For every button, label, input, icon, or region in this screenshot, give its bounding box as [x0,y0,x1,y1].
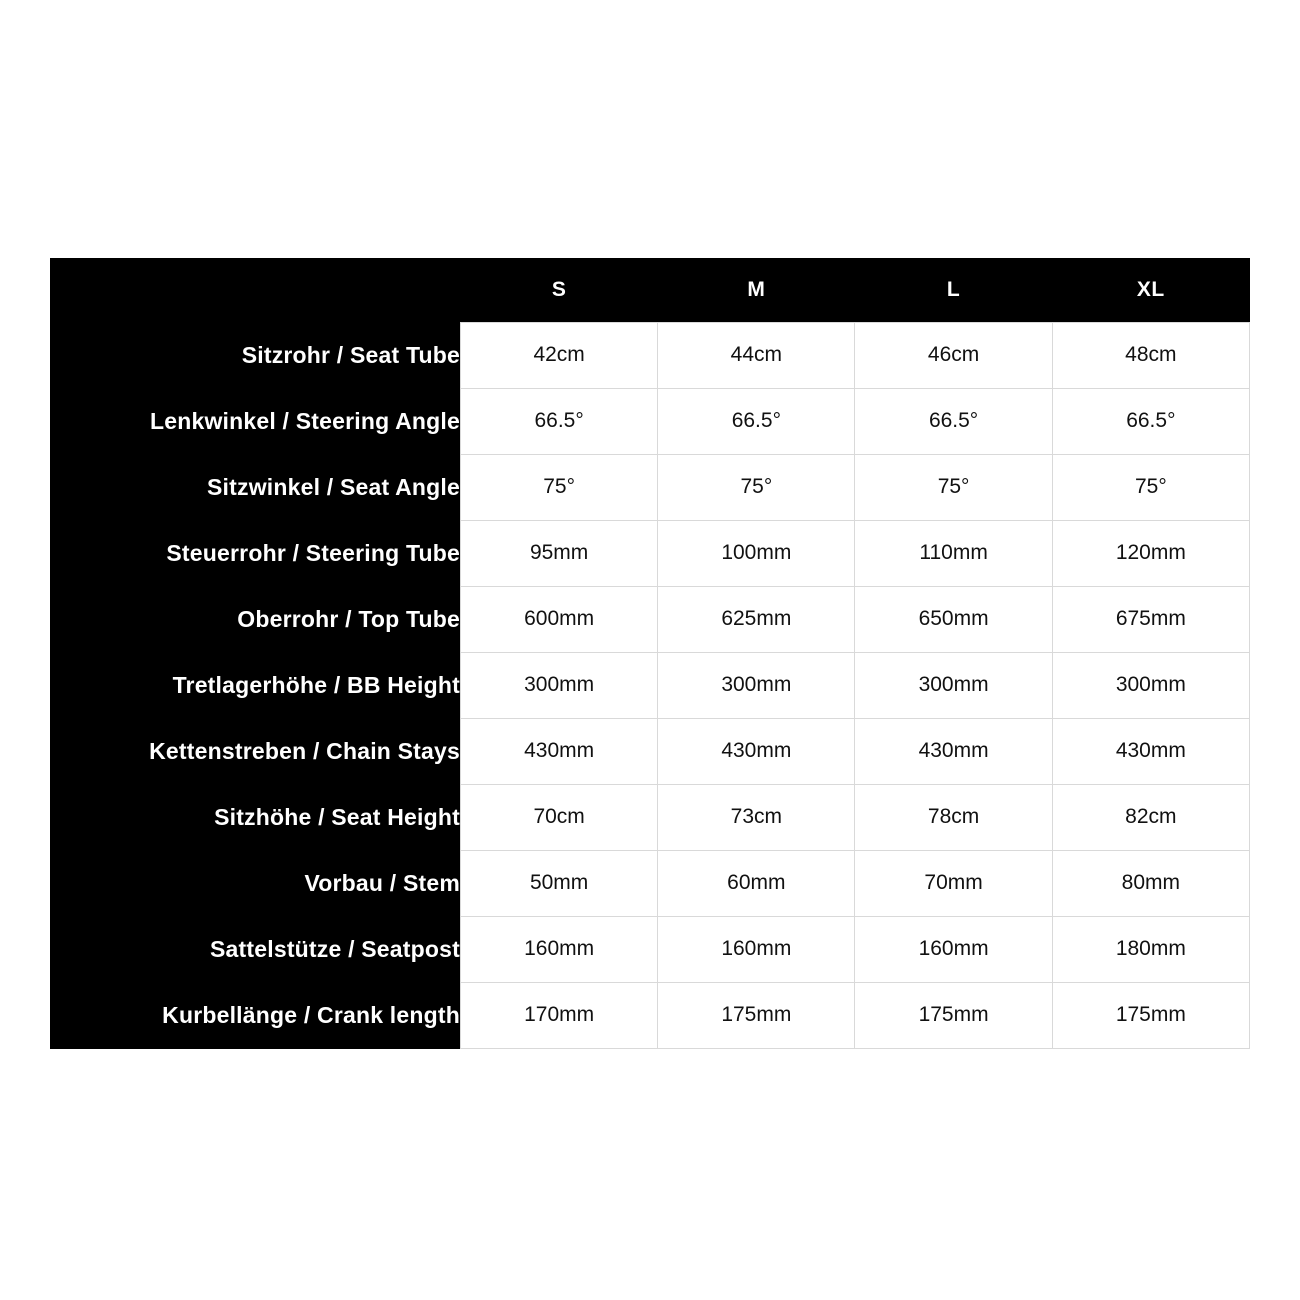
table-cell: 50mm [461,850,658,916]
table-cell: 430mm [855,718,1052,784]
table-row [50,916,1250,982]
table-row [50,322,1250,388]
table-cell: 78cm [855,784,1052,850]
table-cell: 430mm [658,718,855,784]
table-cell: 650mm [855,586,1052,652]
table-cell: 66.5° [658,388,855,454]
table-row [50,454,1250,520]
table-cell: 300mm [855,652,1052,718]
row-label: Tretlagerhöhe / BB Height [50,652,461,718]
table-row [50,982,1250,1048]
row-label: Kurbellänge / Crank length [50,982,461,1048]
table-cell: 75° [1052,454,1249,520]
row-label: Sitzrohr / Seat Tube [50,322,461,388]
table-cell: 160mm [461,916,658,982]
table-cell: 95mm [461,520,658,586]
table-corner-cell [50,258,461,322]
table-cell: 430mm [1052,718,1249,784]
row-label: Sattelstütze / Seatpost [50,916,461,982]
table-cell: 430mm [461,718,658,784]
column-header-l: L [855,258,1052,322]
table-cell: 175mm [855,982,1052,1048]
table-cell: 66.5° [1052,388,1249,454]
table-cell: 75° [658,454,855,520]
table-row [50,652,1250,718]
table-cell: 675mm [1052,586,1249,652]
table-cell: 175mm [658,982,855,1048]
table-row [50,718,1250,784]
table-cell: 300mm [658,652,855,718]
table-body [50,322,1250,1048]
geometry-table [50,258,1250,1049]
table-cell: 175mm [1052,982,1249,1048]
table-cell: 70cm [461,784,658,850]
table-row [50,850,1250,916]
table-cell: 73cm [658,784,855,850]
table-cell: 625mm [658,586,855,652]
table-cell: 75° [855,454,1052,520]
table-cell: 160mm [658,916,855,982]
table-cell: 600mm [461,586,658,652]
table-header-row [50,258,1250,322]
table-cell: 48cm [1052,322,1249,388]
table-cell: 75° [461,454,658,520]
table-cell: 110mm [855,520,1052,586]
table-cell: 66.5° [461,388,658,454]
row-label: Vorbau / Stem [50,850,461,916]
table-row [50,784,1250,850]
table-cell: 82cm [1052,784,1249,850]
row-label: Sitzwinkel / Seat Angle [50,454,461,520]
table-cell: 300mm [1052,652,1249,718]
table-cell: 120mm [1052,520,1249,586]
table-row [50,388,1250,454]
table-cell: 44cm [658,322,855,388]
table-cell: 66.5° [855,388,1052,454]
row-label: Kettenstreben / Chain Stays [50,718,461,784]
table-cell: 100mm [658,520,855,586]
column-header-s: S [461,258,658,322]
table-cell: 80mm [1052,850,1249,916]
table-row [50,520,1250,586]
table-cell: 60mm [658,850,855,916]
table-header [50,258,1250,322]
table-cell: 170mm [461,982,658,1048]
column-header-m: M [658,258,855,322]
row-label: Oberrohr / Top Tube [50,586,461,652]
row-label: Sitzhöhe / Seat Height [50,784,461,850]
table-cell: 70mm [855,850,1052,916]
table-cell: 160mm [855,916,1052,982]
row-label: Lenkwinkel / Steering Angle [50,388,461,454]
table-cell: 46cm [855,322,1052,388]
column-header-xl: XL [1052,258,1249,322]
table-cell: 42cm [461,322,658,388]
row-label: Steuerrohr / Steering Tube [50,520,461,586]
table-cell: 180mm [1052,916,1249,982]
table-row [50,586,1250,652]
table-cell: 300mm [461,652,658,718]
geometry-table-container [50,258,1250,1049]
